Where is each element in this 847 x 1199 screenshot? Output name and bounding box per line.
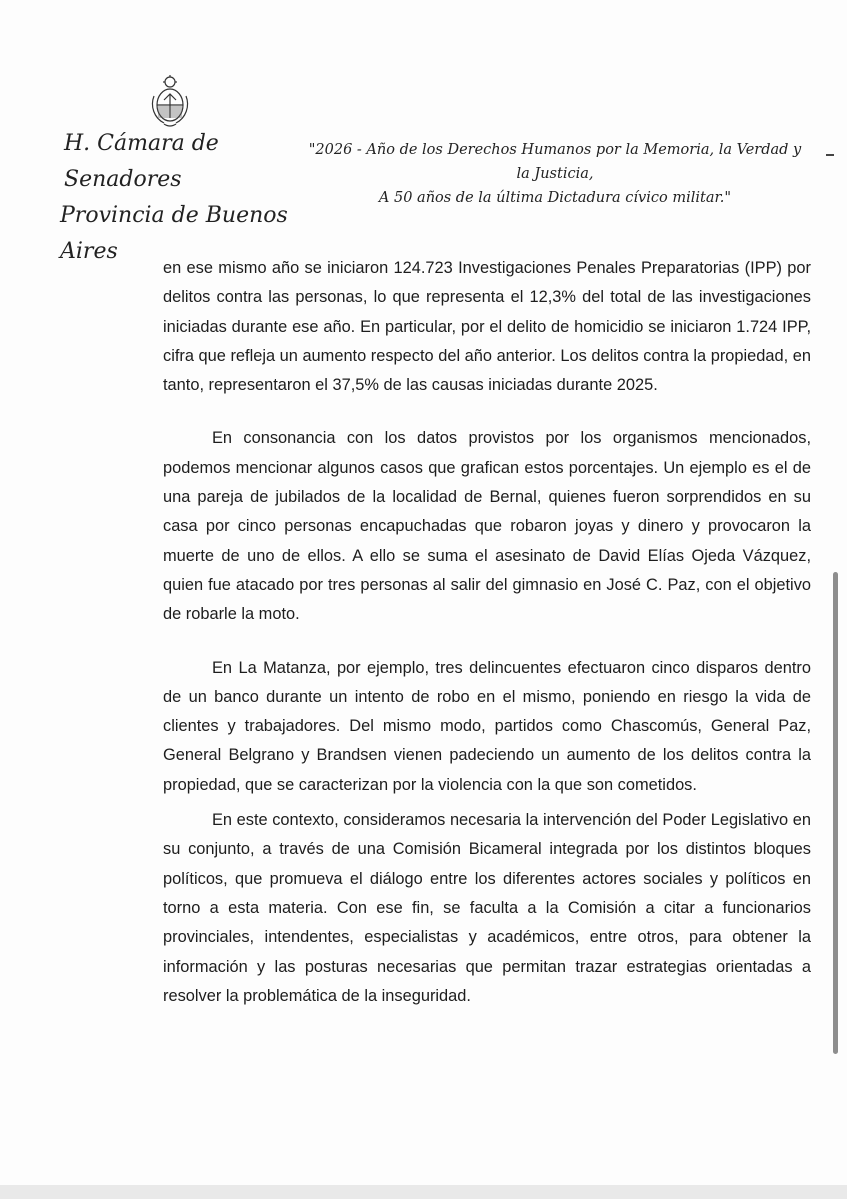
margin-mark	[826, 154, 834, 156]
paragraph-3: En La Matanza, por ejemplo, tres delincuentes efectuaron cinco disparos dentro de un banco durante un intento de robo en el mismo, poniendo en riesgo la vida de clientes y trabajadores. Del mismo modo, partidos como Chascomús, General Paz, General Belgrano y Brandsen vienen padeciendo un aumento de los delitos contra la propiedad, que se caracterizan por la violencia con la que son cometidos.	[163, 658, 811, 794]
document-body	[163, 254, 811, 1011]
viewer-background	[0, 1185, 847, 1199]
institution-line-1: H. Cámara de Senadores	[64, 131, 219, 192]
paragraph-2: En consonancia con los datos provistos por los organismos mencionados, podemos mencionar algunos casos que grafican estos porcentajes. Un ejemplo es el de una pareja de jubilados de la localidad de Bernal, quienes fueron sorprendidos en su casa por cinco personas encapuchadas que robaron joyas y dinero y provocaron la muerte de uno de ellos. A ello se suma el asesinato de David Elías Ojeda Vázquez, quien fue atacado por tres personas al salir del gimnasio en José C. Paz, con el objetivo de robarle la moto.	[163, 429, 811, 624]
vertical-scrollbar[interactable]	[833, 572, 838, 1054]
institution-name	[60, 126, 300, 270]
paragraph-1: en ese mismo año se iniciaron 124.723 Investigaciones Penales Preparatorias (IPP) por delitos contra las personas, lo que representa el 12,3% del total de las investigaciones iniciadas durante ese año. En particular, por el delito de homicidio se iniciaron 1.724 IPP, cifra que refleja un aumento respecto del año anterior. Los delitos contra la propiedad, en tanto, representaron el 37,5% de las causas iniciadas durante 2025.	[163, 259, 811, 395]
year-motto	[300, 138, 810, 210]
institution-line-2: Provincia de Buenos Aires	[60, 203, 288, 264]
paragraph-4: En este contexto, consideramos necesaria la intervención del Poder Legislativo en su conjunto, a través de una Comisión Bicameral integrada por los distintos bloques políticos, que promueva el diálogo entre los diferentes actores sociales y políticos en torno a esta materia. Con ese fin, se faculta a la Comisión a citar a funcionarios provinciales, intendentes, especialistas y académicos, entre otros, para obtener la información y las posturas necesarias que permitan trazar estrategias orientadas a resolver la problemática de la inseguridad.	[163, 811, 811, 1005]
coat-of-arms-icon	[148, 74, 192, 128]
motto-line-1: "2026 - Año de los Derechos Humanos por la Memoria, la Verdad y la Justicia,	[308, 142, 802, 182]
motto-line-2: A 50 años de la última Dictadura cívico militar."	[378, 190, 732, 206]
